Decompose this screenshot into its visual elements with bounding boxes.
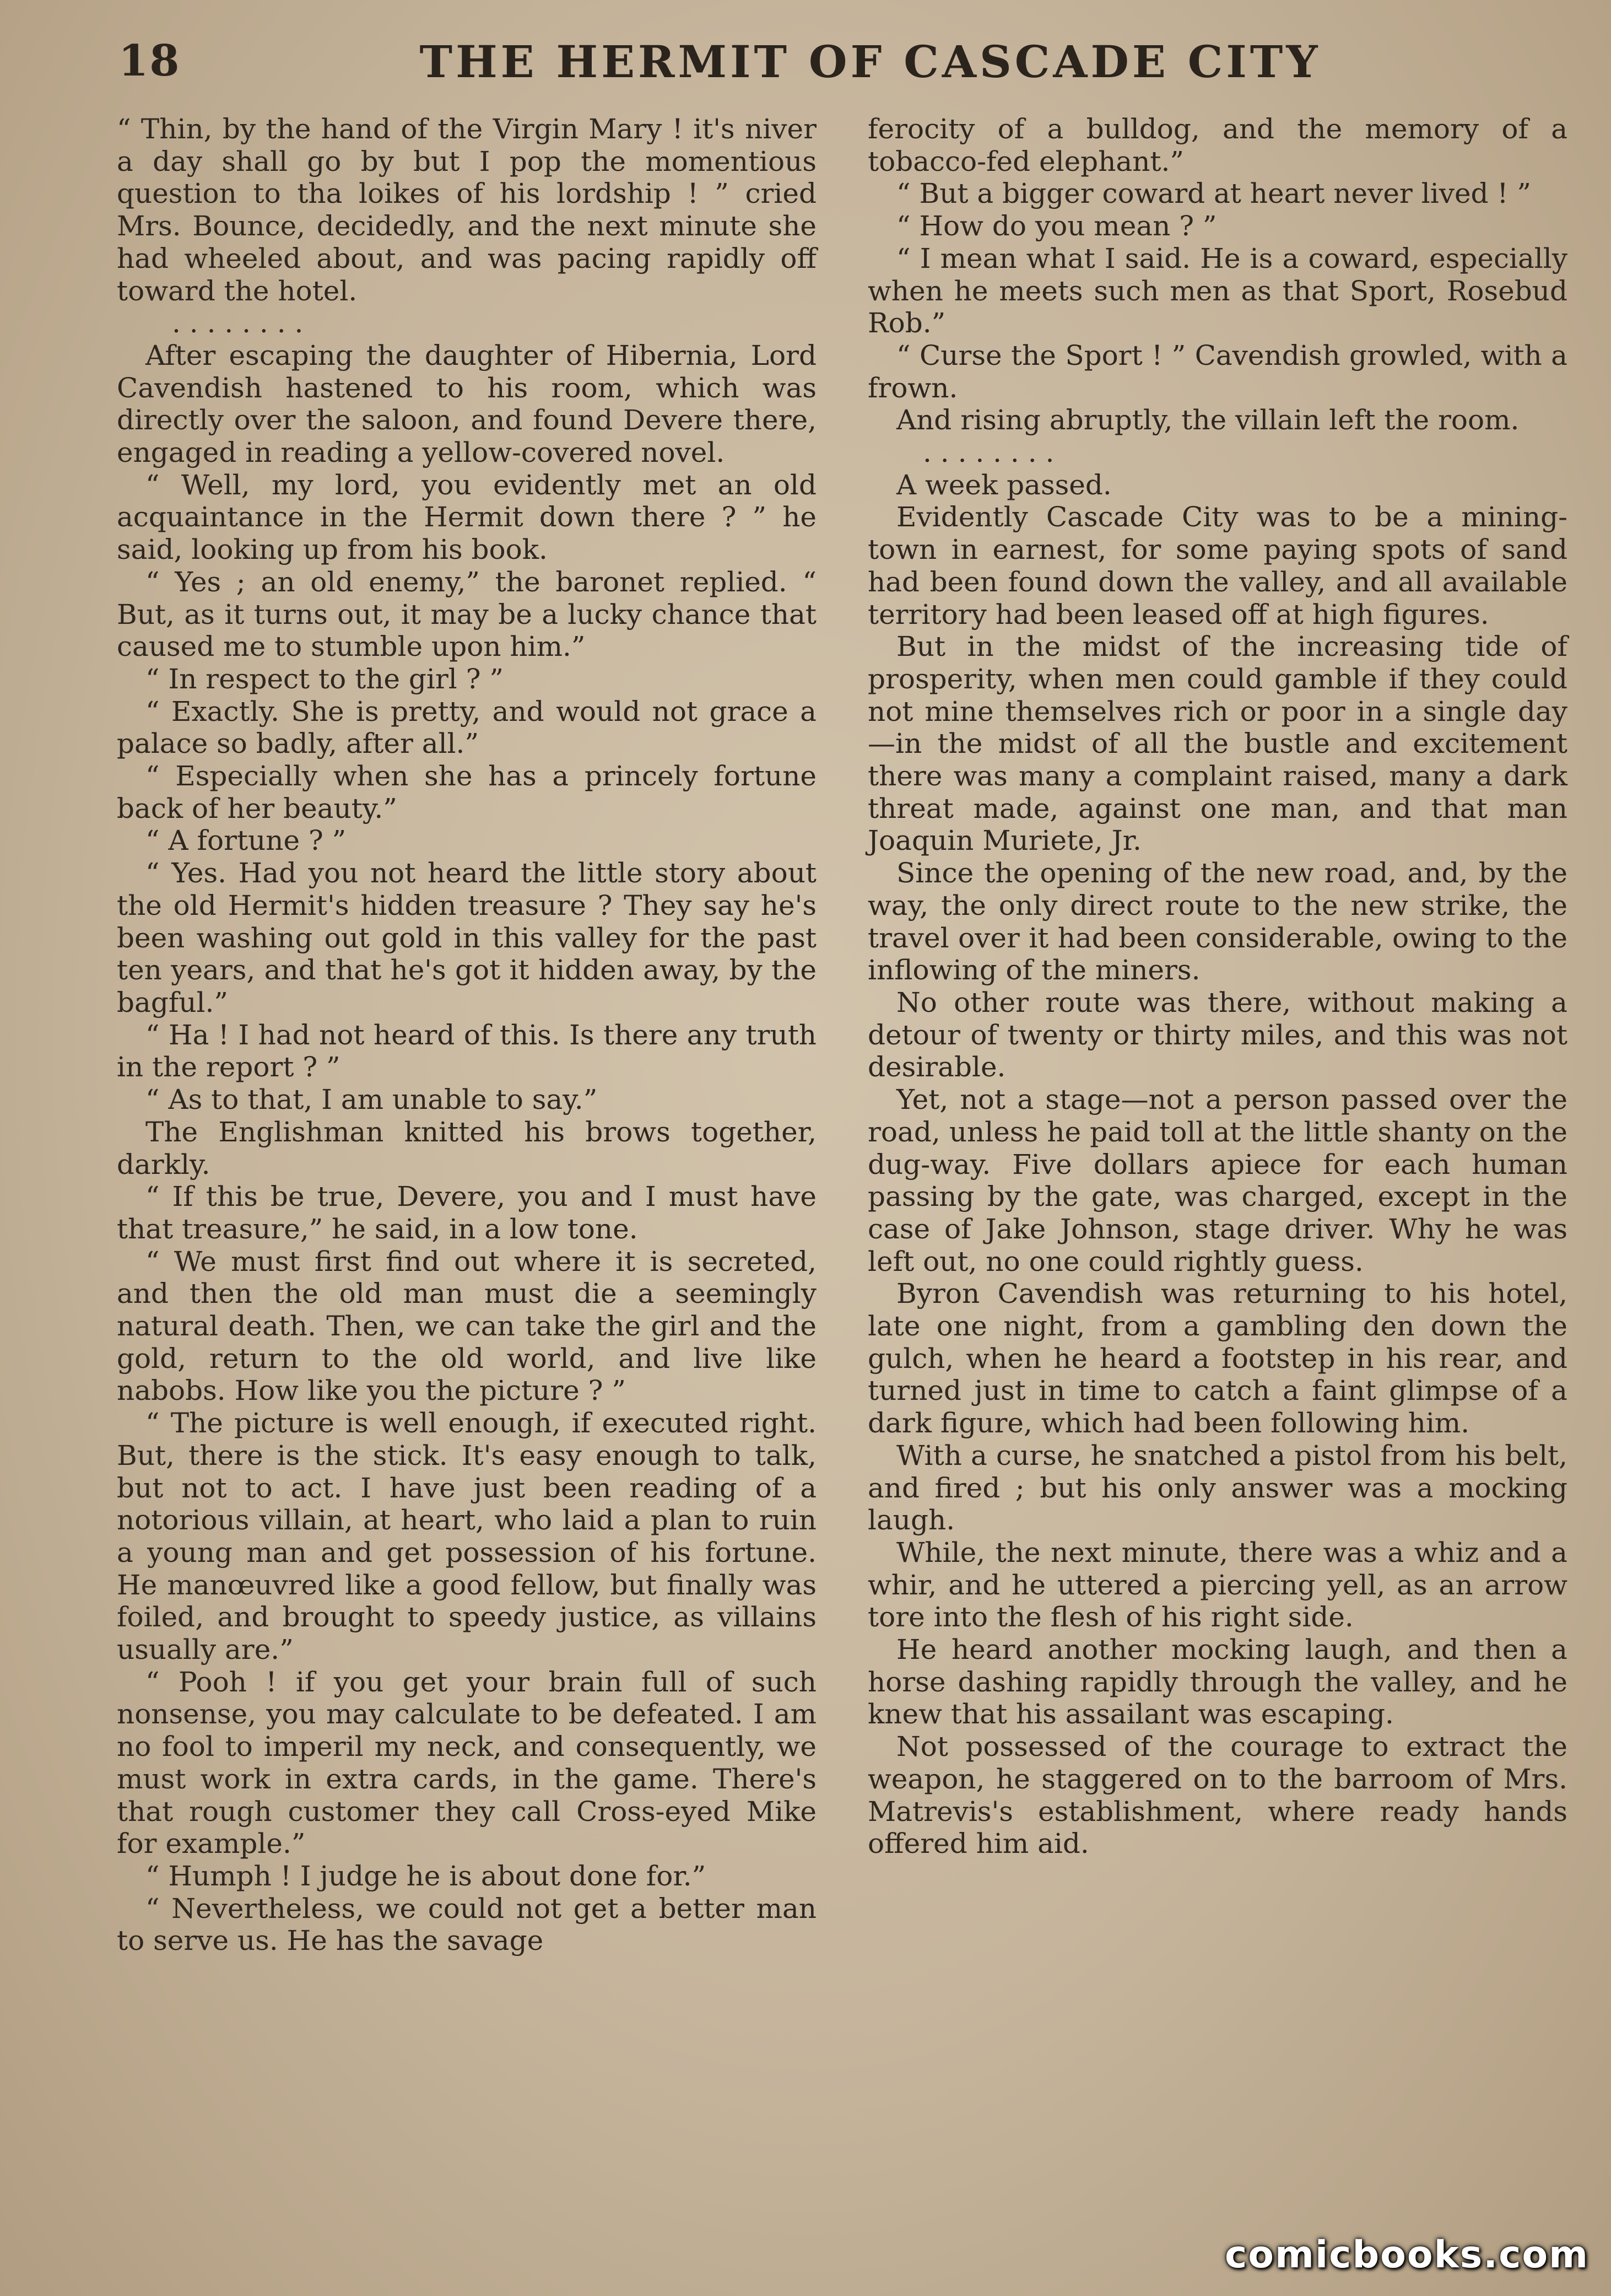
paragraph: And rising abruptly, the villain left the room. bbox=[896, 404, 1520, 436]
paragraph: “ Thin, by the hand of the Virgin Mary ! it's niver a day shall go by but I pop the momentious question to tha loikes of his lordship ! ” cried Mrs. Bounce, decidedly, and the next minute she had wheeled about, and was pacing rapidly off toward the hotel. bbox=[117, 113, 817, 307]
paragraph: “ Humph ! I judge he is about done for.” bbox=[145, 1860, 706, 1892]
paragraph: “ A fortune ? ” bbox=[145, 824, 347, 857]
paragraph: “ As to that, I am unable to say.” bbox=[145, 1084, 598, 1116]
paragraph: “ In respect to the girl ? ” bbox=[145, 662, 504, 695]
paragraph: “ I mean what I said. He is a coward, especially when he meets such men as that Sport, Rosebud Rob.” bbox=[868, 242, 1567, 339]
page-header bbox=[118, 30, 1572, 91]
paragraph: Byron Cavendish was returning to his hotel, late one night, from a gambling den down the gulch, when he heard a footstep in his rear, and turned just in time to catch a faint glimpse of a dark figure, which had been following him. bbox=[868, 1278, 1567, 1440]
section-break-dots: . . . . . . . . bbox=[172, 307, 304, 339]
paragraph: “ Curse the Sport ! ” Cavendish growled, with a frown. bbox=[868, 339, 1567, 404]
paragraph: After escaping the daughter of Hibernia, Lord Cavendish hastened to his room, which was directly over the saloon, and found Devere there, engaged in reading a yellow-covered novel. bbox=[117, 339, 817, 469]
paragraph: Evidently Cascade City was to be a mining-town in earnest, for some paying spots of sand had been found down the valley, and all available territory had been leased off at high figures. bbox=[868, 501, 1567, 630]
paragraph: “ Ha ! I had not heard of this. Is there any truth in the report ? ” bbox=[117, 1018, 817, 1084]
paragraph: ferocity of a bulldog, and the memory of a tobacco-fed elephant.” bbox=[868, 113, 1567, 177]
paragraph: “ If this be true, Devere, you and I must have that treasure,” he said, in a low tone. bbox=[117, 1181, 817, 1245]
paragraph: “ Yes ; an old enemy,” the baronet replied. “ But, as it turns out, it may be a lucky chance that caused me to stumble upon him.” bbox=[117, 565, 817, 663]
paragraph: But in the midst of the increasing tide of prosperity, when men could gamble if they could not mine themselves rich or poor in a single day—in the midst of all the bustle and excitement there was many a complaint raised, many a dark threat made, against one man, and that man Joaquin Muriete, Jr. bbox=[868, 630, 1567, 857]
paragraph: “ Well, my lord, you evidently met an old acquaintance in the Hermit down there ? ” he said, looking up from his book. bbox=[117, 468, 817, 566]
paragraph: “ How do you mean ? ” bbox=[896, 210, 1217, 242]
paragraph: The Englishman knitted his brows together, darkly. bbox=[117, 1115, 817, 1181]
right-text-column bbox=[868, 113, 1567, 1860]
paragraph: “ But a bigger coward at heart never lived ! ” bbox=[896, 177, 1531, 210]
paragraph: “ Nevertheless, we could not get a better man to serve us. He has the savage bbox=[117, 1892, 817, 1957]
paragraph: No other route was there, without making a detour of twenty or thirty miles, and this was not desirable. bbox=[868, 986, 1567, 1084]
paragraph: “ We must first find out where it is secreted, and then the old man must die a seemingly natural death. Then, we can take the girl and the gold, return to the old world, and live like nabobs. How like you the picture ? ” bbox=[117, 1245, 817, 1407]
left-text-column bbox=[117, 113, 817, 1957]
page-number: 18 bbox=[118, 36, 181, 86]
section-break-dots: . . . . . . . . bbox=[923, 436, 1055, 469]
paragraph: “ Yes. Had you not heard the little story about the old Hermit's hidden treasure ? They say he's been washing out gold in this valley for the past ten years, and that he's got it hidden away, by the bagful.” bbox=[117, 857, 817, 1018]
paragraph: Not possessed of the courage to extract the weapon, he staggered on to the barroom of Mrs. Matrevis's establishment, where ready hands offered him aid. bbox=[868, 1731, 1567, 1860]
paragraph: A week passed. bbox=[896, 468, 1112, 501]
paragraph: Yet, not a stage—not a person passed over the road, unless he paid toll at the little shanty on the dug-way. Five dollars apiece for each human passing by the gate, was charged, except in the case of Jake Johnson, stage driver. Why he was left out, no one could rightly guess. bbox=[868, 1084, 1567, 1278]
paragraph: While, the next minute, there was a whiz and a whir, and he uttered a piercing yell, as an arrow tore into the flesh of his right side. bbox=[868, 1536, 1567, 1634]
paragraph: He heard another mocking laugh, and then a horse dashing rapidly through the valley, and he knew that his assailant was escaping. bbox=[868, 1634, 1567, 1731]
paragraph: With a curse, he snatched a pistol from his belt, and fired ; but his only answer was a mocking laugh. bbox=[868, 1439, 1567, 1537]
paragraph: “ Pooh ! if you get your brain full of such nonsense, you may calculate to be defeated. I am no fool to imperil my neck, and consequently, we must work in extra cards, in the game. There's that rough customer they call Cross-eyed Mike for example.” bbox=[117, 1666, 817, 1860]
paragraph: Since the opening of the new road, and, by the way, the only direct route to the new strike, the travel over it had been considerable, owing to the inflowing of the miners. bbox=[868, 857, 1567, 987]
paragraph: “ The picture is well enough, if executed right. But, there is the stick. It's easy enough to talk, but not to act. I have just been reading of a notorious villain, at heart, who laid a plan to ruin a young man and get possession of his fortune. He manœuvred like a good fellow, but finally was foiled, and brought to speedy justice, as villains usually are.” bbox=[117, 1407, 817, 1666]
running-title: THE HERMIT OF CASCADE CITY bbox=[419, 36, 1321, 88]
watermark-logo: comicbooks.com bbox=[1224, 2233, 1589, 2277]
paragraph: “ Especially when she has a princely fortune back of her beauty.” bbox=[117, 760, 817, 824]
paragraph: “ Exactly. She is pretty, and would not grace a palace so badly, after all.” bbox=[117, 695, 817, 760]
